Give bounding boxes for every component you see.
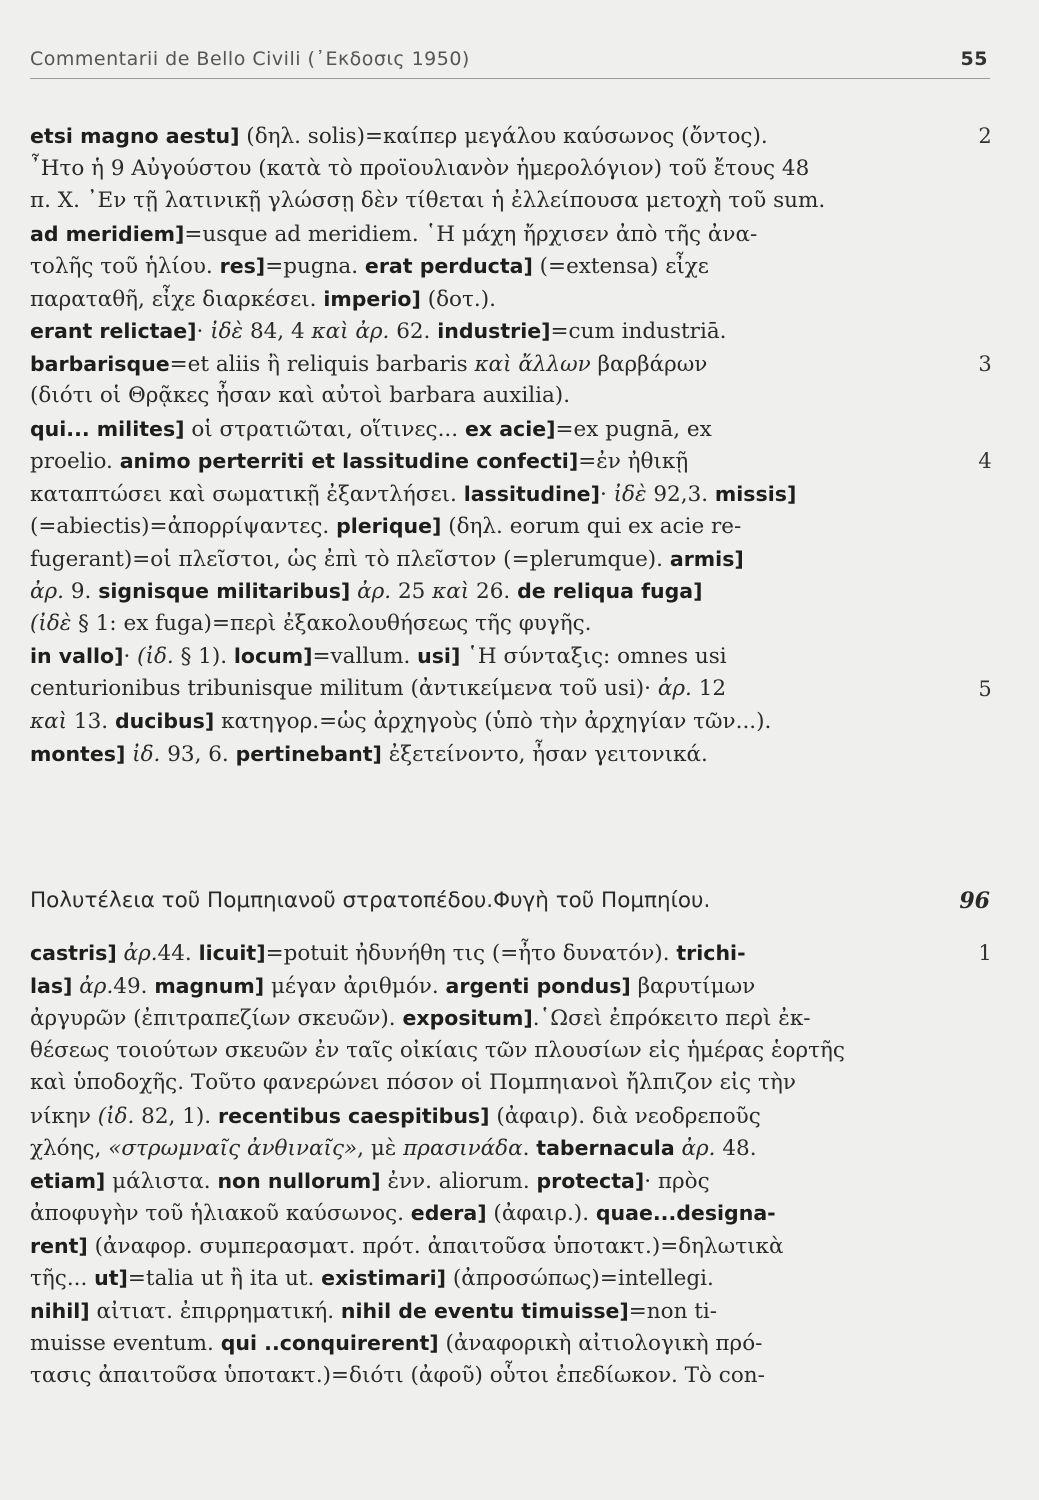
gloss-text: (ἀφαιρ.). (486, 1201, 596, 1226)
text-line (30, 1100, 930, 1133)
lemma: res] (219, 254, 266, 278)
lemma: erat perducta] (364, 254, 533, 278)
gloss-text: τασις ἀπαιτοῦσα ὑποτακτ.)=διότι (ἀφοῦ) οὗτοι ἐπεδίωκον. Τὸ con- (30, 1362, 765, 1388)
gloss-text: 93, 6. (160, 741, 236, 767)
text-line (30, 640, 930, 673)
gloss-text: (ἀναφορικὴ αἰτιολογικὴ πρό- (438, 1331, 763, 1356)
gloss-text: μέγαν ἀριθμόν. (264, 973, 446, 999)
gloss-text: § 1: ex fuga)=περὶ ἐξακολουθήσεως τῆς φυγῆς. (71, 610, 592, 636)
gloss-text: (δηλ. solis)=καίπερ μεγάλου καύσωνος (ὄντος). (239, 124, 768, 149)
lemma: imperio] (323, 286, 421, 311)
text-line (30, 120, 930, 153)
text-line (30, 315, 930, 348)
gloss-text: · (196, 319, 211, 344)
gloss-text: § 1). (173, 644, 234, 669)
text-line (30, 738, 930, 771)
reference-text: ἰδ. (132, 741, 161, 767)
gloss-text: οἱ στρατιῶται, οἵτινες... (184, 416, 465, 442)
lemma: quae...designa- (595, 1201, 776, 1225)
text-line (30, 1197, 930, 1230)
lemma: armis] (669, 546, 744, 571)
lemma: qui... milites] (30, 416, 185, 441)
lemma: ducibus] (114, 709, 215, 733)
text-line (30, 1295, 930, 1328)
chapter-number: 96 (959, 888, 990, 914)
lemma: non nullorum] (217, 1168, 381, 1193)
reference-text: πρασινάδα (403, 1136, 523, 1161)
text-line (30, 937, 930, 970)
reference-text: (ἰδ. (137, 644, 174, 669)
gloss-text: 12 (691, 675, 727, 701)
gloss-text: . (522, 1136, 537, 1161)
margin-number: 2 (978, 124, 992, 148)
lemma: expositum] (402, 1006, 533, 1030)
lemma: existimari] (321, 1266, 447, 1290)
text-line (30, 250, 930, 283)
reference-text: καὶ (432, 579, 470, 604)
lemma: tabernacula (536, 1136, 675, 1160)
gloss-text: θέσεως τοιούτων σκευῶν ἐν ταῖς οἰκίαις τῶν πλουσίων εἰς ἡμέρας ἑορτῆς (30, 1037, 845, 1063)
gloss-text: (δοτ.). (420, 286, 496, 312)
gloss-text: =usque ad meridiem. ῾Η μάχη ἤρχισεν ἀπὸ τῆς ἀνα- (184, 221, 758, 247)
text-line (30, 153, 930, 186)
gloss-text: χλόης, (30, 1136, 109, 1161)
gloss-text: βαρυτίμων (630, 973, 756, 999)
text-line (30, 608, 930, 641)
lemma: barbarisque (30, 351, 170, 376)
running-header (30, 46, 990, 79)
gloss-text: ἐξετείνοντο, ἦσαν γειτονικά. (381, 741, 708, 767)
gloss-text: τολῆς τοῦ ἡλίου. (30, 254, 220, 279)
gloss-text: · (599, 481, 614, 507)
gloss-text (675, 1136, 682, 1161)
text-line (30, 478, 930, 511)
gloss-text: 62. (389, 319, 438, 344)
gloss-text: 48. (715, 1136, 757, 1161)
gloss-text: (=abiectis)=ἀπορρίψαντες. (30, 514, 337, 539)
gloss-text: νίκην (30, 1103, 98, 1129)
section-heading (30, 883, 990, 919)
reference-text: ἀρ. (30, 579, 64, 604)
reference-text: ἀρ. (657, 675, 692, 701)
gloss-text: centurionibus tribunisque militum (ἀντικείμενα τοῦ usi)· (30, 675, 658, 701)
lemma: etiam] (30, 1168, 106, 1193)
text-line (30, 413, 930, 446)
reference-text: καὶ ἄλλων (474, 351, 591, 377)
gloss-text: muisse eventum. (30, 1331, 221, 1356)
lemma: montes] (30, 741, 126, 766)
gloss-text: μάλιστα. (105, 1168, 218, 1194)
margin-number: 5 (978, 676, 992, 701)
gloss-text: καὶ ὑποδοχῆς. Τοῦτο φανερώνει πόσον οἱ Πομπηιανοὶ ἤλπιζον εἰς τὴν (30, 1070, 796, 1095)
lemma: signisque militaribus] (98, 579, 351, 603)
lemma: argenti pondus] (445, 973, 631, 998)
text-line (30, 218, 930, 251)
text-line (30, 673, 930, 706)
gloss-text: (=extensa) εἶχε (532, 254, 709, 279)
commentary-block-chapter-95 (30, 120, 930, 770)
gloss-text: τῆς... (30, 1266, 95, 1291)
text-line (30, 970, 930, 1003)
lemma: ex acie] (464, 416, 556, 441)
gloss-text: =pugna. (265, 254, 365, 279)
page-number: 55 (960, 48, 988, 70)
gloss-text: 25 (391, 579, 433, 604)
gloss-text: (ἀφαιρ). διὰ νεοδρεποῦς (489, 1103, 761, 1129)
gloss-text: =non ti- (628, 1298, 718, 1324)
lemma: etsi magno aestu] (30, 124, 240, 148)
lemma: rent] (30, 1233, 88, 1258)
lemma: animo perterriti et lassitudine confecti] (119, 449, 579, 473)
section-title: Πολυτέλεια τοῦ Πομπηιανοῦ στρατοπέδου.Φυγὴ τοῦ Πομπηίου. (30, 888, 711, 913)
text-line (30, 510, 930, 543)
text-line (30, 185, 930, 218)
text-line (30, 1327, 930, 1360)
reference-text: ἀρ. (79, 973, 114, 999)
lemma: lassitudine] (463, 481, 600, 506)
lemma: las] (30, 973, 73, 998)
gloss-text: 84, 4 (243, 319, 312, 344)
lemma: nihil de eventu timuisse] (340, 1298, 629, 1323)
text-line (30, 380, 930, 413)
text-line (30, 1165, 930, 1198)
lemma: nihil] (30, 1298, 90, 1323)
gloss-text: 82, 1). (134, 1103, 218, 1129)
gloss-text: (δηλ. eorum qui ex acie re- (441, 514, 742, 539)
gloss-text: proelio. (30, 449, 120, 474)
gloss-text (117, 941, 124, 966)
lemma: magnum] (154, 973, 265, 998)
gloss-text: (ἀναφορ. συμπερασματ. πρότ. ἀπαιτοῦσα ὑποτακτ.)=δηλωτικὰ (87, 1233, 784, 1259)
gloss-text: .῾Ωσεὶ ἐπρόκειτο περὶ ἐκ- (532, 1006, 811, 1031)
reference-text: καὶ ἀρ. (311, 319, 390, 344)
gloss-text: 9. (64, 579, 99, 604)
gloss-text: ἀποφυγὴν τοῦ ἡλιακοῦ καύσωνος. (30, 1201, 411, 1226)
lemma: ut] (94, 1266, 128, 1290)
lemma: edera] (410, 1201, 487, 1225)
gloss-text: π. Χ. ᾿Εν τῇ λατινικῇ γλώσσῃ δὲν τίθεται ἡ ἐλλείπουσα μετοχὴ τοῦ sum. (30, 188, 826, 213)
gloss-text: 44. (157, 941, 199, 966)
margin-number: 3 (978, 351, 992, 376)
gloss-text: αἰτιατ. ἐπιρρηματική. (89, 1298, 341, 1324)
text-line (30, 575, 930, 608)
text-line (30, 1230, 930, 1263)
reference-text: ἰδὲ (210, 319, 244, 344)
gloss-text: καταπτώσει καὶ σωματικῇ ἐξαντλήσει. (30, 481, 464, 507)
gloss-text: =ἐν ἠθικῇ (578, 449, 689, 474)
lemma: recentibus caespitibus] (217, 1103, 490, 1128)
lemma: locum] (233, 644, 313, 668)
gloss-text: 13. (67, 709, 115, 734)
gloss-text: ῏Ητο ἡ 9 Αὐγούστου (κατὰ τὸ προϊουλιανὸν ἡμερολόγιον) τοῦ ἔτους 48 (30, 155, 810, 181)
text-line (30, 1360, 930, 1393)
text-line (30, 1067, 930, 1100)
reference-text: ἀρ. (681, 1136, 716, 1161)
gloss-text: , μὲ (357, 1136, 404, 1161)
gloss-text: ἐνν. aliorum. (380, 1168, 537, 1194)
gloss-text: ῾Η σύνταξις: omnes usi (460, 644, 727, 669)
lemma: in vallo] (30, 644, 124, 668)
lemma: de reliqua fuga] (517, 579, 703, 603)
margin-number: 4 (978, 449, 992, 473)
lemma: castris] (30, 941, 117, 965)
lemma: pertinebant] (235, 741, 382, 766)
gloss-text: βαρβάρων (590, 351, 708, 377)
gloss-text: κατηγορ.=ὡς ἀρχηγοὺς (ὑπὸ τὴν ἀρχηγίαν τῶν...). (214, 709, 772, 734)
reference-text: καὶ (30, 709, 68, 734)
reference-text: ἀρ. (357, 579, 392, 604)
gloss-text: =et aliis ἢ reliquis barbaris (169, 351, 475, 377)
text-line (30, 1035, 930, 1068)
gloss-text: 92,3. (646, 481, 715, 507)
lemma: industrie] (437, 319, 551, 343)
lemma: ad meridiem] (30, 221, 185, 246)
lemma: qui ..conquirerent] (220, 1331, 439, 1355)
gloss-text: ἀργυρῶν (ἐπιτραπεζίων σκευῶν). (30, 1006, 403, 1031)
reference-text: ἀρ. (123, 941, 158, 966)
gloss-text: fugerant)=οἱ πλεῖστοι, ὡς ἐπὶ τὸ πλεῖστον (=plerumque). (30, 546, 670, 572)
gloss-text: =cum industriā. (550, 319, 727, 344)
gloss-text: · (123, 644, 138, 669)
gloss-text: (ἀπροσώπως)=intellegi. (446, 1266, 714, 1291)
lemma: erant relictae] (30, 319, 197, 343)
reference-text: (ἰδ. (97, 1103, 135, 1129)
lemma: plerique] (336, 514, 442, 538)
margin-number: 1 (978, 941, 992, 965)
text-line (30, 348, 930, 381)
gloss-text: · πρὸς (644, 1168, 710, 1194)
gloss-text: =ex pugnā, ex (555, 416, 712, 442)
gloss-text: 26. (469, 579, 518, 604)
gloss-text: =talia ut ἢ ita ut. (127, 1266, 322, 1291)
lemma: missis] (714, 481, 797, 506)
reference-text: «στρωμναῖς ἀνθιναῖς» (108, 1136, 358, 1161)
running-title: Commentarii de Bello Civili (᾿Εκδοσις 1950) (30, 48, 470, 70)
reference-text: ἰδὲ (613, 481, 647, 507)
gloss-text: =vallum. (312, 644, 418, 669)
text-line (30, 1002, 930, 1035)
lemma: trichi- (676, 941, 746, 965)
lemma: licuit] (198, 941, 266, 965)
text-line (30, 283, 930, 316)
gloss-text: 49. (113, 973, 155, 999)
text-line (30, 445, 930, 478)
commentary-block-chapter-96 (30, 937, 930, 1392)
reference-text: (ἰδὲ (30, 610, 72, 636)
lemma: protecta] (536, 1168, 645, 1193)
text-line (30, 1132, 930, 1165)
text-line (30, 1262, 930, 1295)
gloss-text: (διότι οἱ Θρᾷκες ἦσαν καὶ αὐτοὶ barbara auxilia). (30, 383, 571, 408)
text-line (30, 543, 930, 576)
text-line (30, 705, 930, 738)
lemma: usi] (417, 644, 461, 668)
gloss-text: παραταθῆ, εἶχε διαρκέσει. (30, 286, 324, 312)
gloss-text: =potuit ἠδυνήθη τις (=ἦτο δυνατόν). (265, 941, 677, 966)
